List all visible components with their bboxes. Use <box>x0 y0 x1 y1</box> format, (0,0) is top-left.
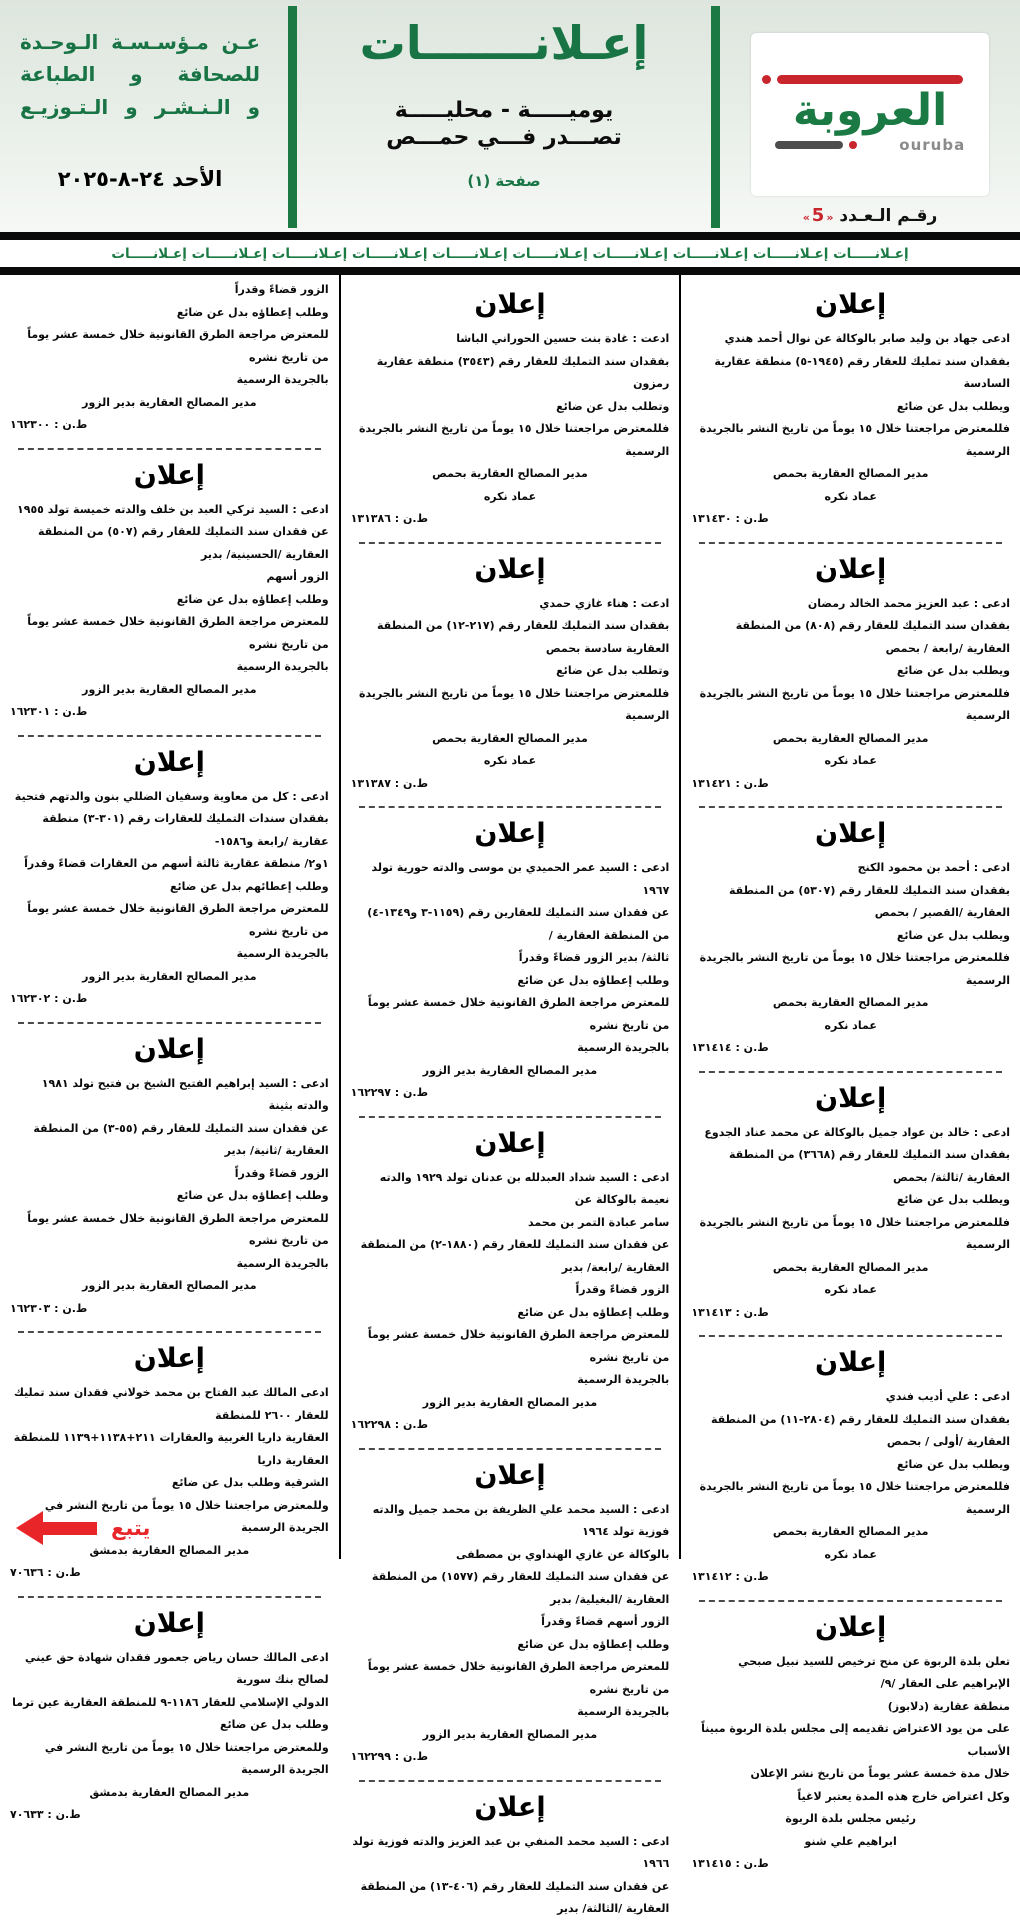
ad-line: وللمعترض مراجعتنا خلال ١٥ يوماً من تاريخ النشر في الجريدة الرسمية <box>44 1740 329 1776</box>
ad-ref-number: ط.ن : ١٣١٣٨٦ <box>350 512 429 525</box>
ad-line: بالوكالة عن غازي الهنداوي بن مصطفى <box>455 1547 670 1561</box>
ad-line: فللمعترض مراجعتنا خلال ١٥ يوماً من تاريخ النشر بالجريدة الرسمية <box>699 422 1010 458</box>
issue-number: 5 <box>811 205 825 226</box>
ad-line: ويطلب بدل عن ضائع <box>896 1457 1010 1471</box>
ad-line: ادعى : السيد محمد المنفي بن عبد العزيز والدته فوزية تولد ١٩٦٦ <box>352 1834 670 1870</box>
ad-line: منطقة عقارية (دلابوز) <box>887 1699 1010 1713</box>
ad-ref-number: ط.ن : ١٦٢٣٠١ <box>9 705 88 718</box>
ad-line: ادعى : السيد تركي العبد بن خلف والدته خميسة تولد ١٩٥٥ <box>17 502 329 516</box>
ad-line: بالجريدة الرسمية <box>577 1705 670 1718</box>
classified-ad <box>10 1343 329 1585</box>
ad-title: إعلان <box>474 553 546 585</box>
ad-line: عماد نكره <box>483 489 537 503</box>
ad-line: عماد نكره <box>824 754 877 767</box>
ad-separator <box>18 1022 321 1024</box>
ad-line: مدير المصالح العقارية بدير الزور <box>82 682 257 696</box>
ad-line: مدير المصالح العقارية بحمص <box>772 1525 929 1538</box>
ad-title: إعلان <box>474 289 546 320</box>
issue-label: رقـم الـعـدد <box>839 206 938 226</box>
ad-ref-number: ط.ن : ١٣١٤٢١ <box>691 776 769 790</box>
classified-ad <box>691 554 1010 796</box>
ad-column-left <box>0 275 339 1821</box>
ad-line: للمعترض مراجعة الطرق القانونية خلال خمسة عشر يوماً من تاريخ نشره <box>27 902 329 938</box>
ad-line: ادعى : كل من معاوية وسفيان الضللي بنون والدتهم فتحية <box>14 789 329 803</box>
ad-line: ادعى المالك عبد الفتاح بن محمد خولاني فقدان سند تمليك للعقار ٢٦٠٠ للمنطقة <box>13 1386 329 1422</box>
classified-ad <box>10 460 329 724</box>
ad-line: وتطلب بدل عن ضائع <box>556 664 670 677</box>
ad-line: الدولي الإسلامي للعقار ١١٨٦-٩ للمنطقة العقارية عين ترما <box>12 1695 329 1709</box>
columns <box>0 275 1020 1915</box>
header-title-section <box>297 0 711 232</box>
ad-line: فللمعترض مراجعتنا خلال ١٥ يوماً من تاريخ النشر بالجريدة الرسمية <box>699 1215 1010 1251</box>
foundation-line: للصحافة و الطباعة <box>20 62 260 87</box>
ad-line: ادعى : عبد العزيز محمد الخالد رمضان <box>807 596 1010 610</box>
ad-line: ادعى : السيد محمد علي الظريفة بن محمد جميل والدته فوزية تولد ١٩٦٤ <box>372 1502 670 1538</box>
subtitle-city: تصـــدر فـــي حمـــص <box>386 125 622 150</box>
ad-line: ثالثة/ بدير الزور قضاءً وقدراً <box>518 951 670 964</box>
ad-ref-number: ط.ن : ١٣١٤٣٠ <box>691 512 769 525</box>
ad-title: إعلان <box>133 1033 205 1065</box>
ad-line: الشرقية وطلب بدل عن ضائع <box>171 1476 329 1489</box>
ad-separator <box>359 542 662 544</box>
ad-line: ١و٢/ منطقة عقارية ثالثة أسهم من العقارات قضاءً وقدراً <box>24 857 329 870</box>
ad-ref-number: ط.ن : ١٣١٣٨٧ <box>350 776 429 790</box>
classified-ad <box>351 1460 670 1769</box>
header-foundation-section <box>0 0 288 232</box>
issue-date: الأحد ٢٤-٨-٢٠٢٥ <box>57 167 223 192</box>
ad-line: مدير المصالح العقارية بدير الزور <box>422 1727 598 1741</box>
ad-separator <box>699 542 1002 544</box>
ad-line: الزور قضاءً وقدراً <box>575 1283 670 1296</box>
logo-dark-bar-icon <box>775 141 844 149</box>
ad-line: عن فقدان سند التمليك للعقار رقم (٥٠٧) من المنطقة العقارية /الحسينية/ بدير <box>37 525 329 561</box>
ad-line: مدير المصالح العقارية بحمص <box>432 467 588 480</box>
ad-title: إعلان <box>474 1127 546 1159</box>
ad-line: العقارية داريا الغربية والعقارات ٢١١+١١٣٨+١١٣٩ للمنطقة العقارية داريا <box>13 1431 329 1467</box>
ad-line: وطلب إعطاؤه بدل عن ضائع <box>517 973 670 987</box>
ad-line: مدير المصالح العقارية بدير الزور <box>422 1395 598 1409</box>
classified-ad <box>351 818 670 1105</box>
ad-line: بالجريدة الرسمية <box>236 1256 329 1270</box>
logo-bottom-row <box>775 136 965 154</box>
ad-line: مدير المصالح العقارية بدير الزور <box>82 969 257 983</box>
ad-line: مدير المصالح العقارية بدمشق <box>89 1785 250 1799</box>
ad-line: مدير المصالح العقارية بحمص <box>772 731 929 745</box>
ad-ref-number: ط.ن : ١٣١٤١٤ <box>691 1041 769 1054</box>
ad-line: الزور قضاءً وقدراً <box>234 283 329 296</box>
ad-line: بفقدان سند التمليك للعقار رقم (٨٠٨) من المنطقة العقارية /رابعة / بحمص <box>735 619 1010 655</box>
ad-separator <box>359 1780 662 1782</box>
ad-line: مدير المصالح العقارية بدمشق <box>89 1543 250 1557</box>
ad-separator <box>18 1331 321 1333</box>
ad-line: ادعى جهاد بن وليد صابر بالوكالة عن نوال أحمد هندي <box>724 332 1010 345</box>
ad-line: ادعى : خالد بن عواد جميل بالوكالة عن محمد عناد الجدوع <box>704 1125 1010 1139</box>
ad-title: إعلان <box>815 1082 887 1114</box>
ad-title: إعلان <box>815 289 887 320</box>
ad-line: للمعترض مراجعة الطرق القانونية خلال خمسة عشر يوماً من تاريخ نشره <box>27 1211 329 1247</box>
ad-column-middle <box>341 275 680 1915</box>
ad-title: إعلان <box>133 1607 205 1639</box>
foundation-line: عـن مـؤسـسـة الـوحـدة <box>20 30 260 54</box>
header-green-divider <box>711 6 720 228</box>
ad-separator <box>359 806 662 808</box>
ad-line: ادعى : السيد إبراهيم الفتيح الشيخ بن فتيح تولد ١٩٨١ والدته بثينة <box>41 1076 329 1112</box>
ad-line: عن فقدان سند التمليك للعقار رقم (٤٠٦-١٣) من المنطقة العقارية /الثالثة/ بدير <box>360 1879 670 1915</box>
ad-line: مدير المصالح العقارية بدير الزور <box>82 1279 257 1292</box>
ad-ref-number: ط.ن : ١٦٢٣٠٣ <box>9 1301 88 1315</box>
ad-ref-number: ط.ن : ١٦٢٢٩٨ <box>350 1418 429 1431</box>
ad-line: فللمعترض مراجعتنا خلال ١٥ يوماً من تاريخ النشر بالجريدة الرسمية <box>699 1480 1010 1516</box>
ad-line: رئيس مجلس بلدة الربوة <box>785 1812 916 1825</box>
ad-line: للمعترض مراجعة الطرق القانونية خلال خمسة عشر يوماً من تاريخ نشره <box>367 1328 670 1364</box>
ad-line: ويطلب بدل عن ضائع <box>896 928 1010 942</box>
ad-line: وطلب إعطاؤه بدل عن ضائع <box>176 305 329 319</box>
classified-ad <box>10 1034 329 1321</box>
ad-line: ادعت : هناء غازي حمدي <box>539 596 670 610</box>
ad-line: عماد نكره <box>483 754 537 767</box>
page-title: إعـلانـــــــات <box>359 16 649 70</box>
ad-line: ادعى : السيد شداد العبدلله بن عدنان تولد ١٩٢٩ والدته نعيمة بالوكالة عن <box>379 1170 670 1206</box>
header-green-divider <box>288 6 297 228</box>
ad-ref-number: ط.ن : ٧٠٦٣٦ <box>9 1566 81 1579</box>
issue-open-mark: « <box>826 211 834 224</box>
ad-line: بفقدان سند التمليك للعقار رقم (٣٦٦٨) من المنطقة العقارية /ثالثة/ بحمص <box>728 1148 1010 1184</box>
ad-line: الزور أسهم <box>266 570 329 583</box>
ad-line: فللمعترض مراجعتنا خلال ١٥ يوماً من تاريخ النشر بالجريدة الرسمية <box>358 686 670 722</box>
logo-latin-wordmark: ouruba <box>899 136 966 155</box>
ad-line: تعلن بلدة الربوة عن منح ترخيص للسيد نبيل صبحي الإبراهيم على العقار /٩/ <box>738 1654 1010 1690</box>
ad-line: بفقدان سند التمليك للعقار رقم (٣٥٤٣) منطقة عقارية رمزون <box>376 354 670 390</box>
ouruba-logo <box>751 33 989 196</box>
ad-line: ابراهيم علي شنو <box>804 1834 897 1848</box>
ad-ref-number: ط.ن : ١٦٢٢٩٧ <box>350 1086 429 1099</box>
ad-line: بفقدان سند التمليك للعقار رقم (٢٨٠٤-١١) من المنطقة العقارية /أولى / بحمص <box>710 1412 1010 1448</box>
logo-red-bar-icon <box>777 75 963 84</box>
classified-ad <box>351 554 670 796</box>
classified-ad <box>10 279 329 437</box>
banner-strip: إعـلانـــــات إعـلانـــــات إعـلانـــــات إعـلانـــــات إعـلانـــــات إعـلانـــــات إعـلانـــــات إعـلانـــــات إعـلانـــــات إعـلانـــــات <box>0 240 1020 267</box>
classified-ad <box>10 1608 329 1827</box>
ad-line: وطلب إعطاؤه بدل عن ضائع <box>176 592 329 606</box>
ad-separator <box>699 1071 1002 1073</box>
ad-ref-number: ط.ن : ٧٠٦٣٣ <box>9 1808 81 1821</box>
ad-title: إعلان <box>474 1459 546 1491</box>
left-arrow-icon <box>16 1511 97 1545</box>
page-number-label: صفحة (١) <box>467 172 541 190</box>
classified-ad <box>691 818 1010 1060</box>
ad-line: ادعى المالك حسان رياض جعمور فقدان شهادة حق عيني لصالح بنك سورية <box>24 1650 329 1686</box>
ad-line: مدير المصالح العقارية بحمص <box>772 996 929 1009</box>
ad-line: وطلب إعطاؤه بدل عن ضائع <box>176 1189 329 1202</box>
ad-separator <box>699 1600 1002 1602</box>
ad-line: بفقدان سند التمليك للعقار رقم (٢١٧-١٢) من المنطقة العقارية سادسة بحمص <box>377 619 670 655</box>
ad-separator <box>359 1448 662 1450</box>
subtitle-frequency: يوميـــــة - محليـــــة <box>394 98 614 123</box>
ad-line: مدير المصالح العقارية بدير الزور <box>82 395 257 409</box>
ad-line: بالجريدة الرسمية <box>577 1373 670 1386</box>
ad-line: بفقدان سند تمليك للعقار رقم (١٩٤٥-٥) منطقة عقارية السادسة <box>714 354 1010 390</box>
ad-separator <box>18 735 321 737</box>
ad-line: بالجريدة الرسمية <box>236 660 329 673</box>
ad-line: وطلب إعطاؤه بدل عن ضائع <box>517 1305 670 1319</box>
ad-separator <box>699 1335 1002 1337</box>
ad-ref-number: ط.ن : ١٦٢٣٠٠ <box>9 418 88 431</box>
top-black-rule <box>0 232 1020 240</box>
ad-line: خلال مدة خمسة عشر يوماً من تاريخ نشر الإعلان <box>750 1767 1010 1780</box>
ad-line: عماد نكره <box>824 1283 877 1296</box>
ad-separator <box>18 448 321 450</box>
column-divider <box>339 275 341 1559</box>
ad-line: بفقدان سندات التمليك للعقارات رقم (٣٠١-٣) منطقة عقارية /رابعة و١٥٨٦- <box>42 812 329 848</box>
ad-title: إعلان <box>815 553 887 585</box>
ad-title: إعلان <box>133 1343 205 1374</box>
ad-line: ويطلب بدل عن ضائع <box>896 664 1010 677</box>
ad-line: بالجريدة الرسمية <box>577 1041 670 1054</box>
ad-line: للمعترض مراجعة الطرق القانونية خلال خمسة عشر يوماً من تاريخ نشره <box>27 615 329 651</box>
ad-line: عن فقدان سند التمليك للعقار رقم (٥٥-٣) من المنطقة العقارية /ثانية/ بدير <box>33 1121 329 1157</box>
ad-line: وطلب إعطاؤه بدل عن ضائع <box>517 1637 670 1651</box>
ad-line: ويطلب بدل عن ضائع <box>896 399 1010 413</box>
ad-line: بفقدان سند التمليك للعقار رقم (٥٣٠٧) من المنطقة العقارية /القصير / بحمص <box>728 883 1010 919</box>
ad-line: ويطلب بدل عن ضائع <box>896 1193 1010 1206</box>
classified-ad <box>691 1612 1010 1876</box>
ad-line: للمعترض مراجعة الطرق القانونية خلال خمسة عشر يوماً من تاريخ نشره <box>27 328 329 364</box>
column-divider <box>679 275 681 1559</box>
ad-line: عماد نكره <box>824 1547 877 1561</box>
ad-title: إعلان <box>133 459 205 491</box>
ad-line: بالجريدة الرسمية <box>236 373 329 386</box>
classified-ad <box>691 1347 1010 1589</box>
classified-ad <box>10 747 329 1011</box>
ad-line: وللمعترض مراجعتنا خلال ١٥ يوماً من تاريخ النشر في الجريدة الرسمية <box>44 1498 329 1534</box>
ad-title: إعلان <box>474 818 546 849</box>
ad-line: الزور أسهم قضاءً وقدراً <box>541 1615 670 1628</box>
ad-ref-number: ط.ن : ١٣١٤١٣ <box>691 1305 769 1319</box>
ad-line: مدير المصالح العقارية بحمص <box>772 1260 929 1274</box>
ad-line: ادعت : غادة بنت حسين الحوراني الباشا <box>456 332 670 345</box>
ad-line: وطلب بدل عن ضائع <box>219 1718 329 1731</box>
ad-line: عماد نكره <box>824 489 877 503</box>
issue-close-mark: » <box>802 211 810 224</box>
ad-line: مدير المصالح العقارية بدير الزور <box>422 1063 598 1077</box>
ad-line: وكل اعتراض خارج هذه المدة يعتبر لاغياً <box>797 1789 1010 1803</box>
ad-separator <box>699 806 1002 808</box>
ad-separator <box>18 1596 321 1598</box>
ad-ref-number: ط.ن : ١٣١٤١٢ <box>691 1570 769 1583</box>
ad-line: عن فقدان سند التمليك للعقار رقم (١٨٨٠-٢) من المنطقة العقارية /رابعة/ بدير <box>360 1238 670 1274</box>
ad-title: إعلان <box>815 1611 887 1643</box>
ad-line: عماد نكره <box>824 1018 877 1032</box>
issue-number-line <box>803 205 938 226</box>
ad-line: مدير المصالح العقارية بحمص <box>432 731 588 745</box>
ad-line: فللمعترض مراجعتنا خلال ١٥ يوماً من تاريخ النشر بالجريدة الرسمية <box>699 686 1010 722</box>
ad-line: ادعى : علي أديب فندي <box>885 1390 1010 1403</box>
classified-ad <box>691 289 1010 531</box>
ad-title: إعلان <box>133 746 205 778</box>
ad-separator <box>359 1116 662 1118</box>
ad-line: بالجريدة الرسمية <box>236 947 329 960</box>
ad-line: سامر عبادة التمر بن محمد <box>528 1215 670 1229</box>
ad-line: على من يود الاعتراض تقديمه إلى مجلس بلدة الربوة مبيناً الأسباب <box>701 1722 1010 1758</box>
ad-title: إعلان <box>815 1347 887 1378</box>
continued-label: يتبع <box>111 1516 151 1540</box>
classified-ad <box>351 1792 670 1921</box>
classified-ad <box>691 1083 1010 1325</box>
classified-ad <box>351 289 670 531</box>
ad-line: وطلب إعطائهم بدل عن ضائع <box>170 879 329 893</box>
ad-column-right <box>681 275 1020 1870</box>
ad-title: إعلان <box>474 1791 546 1823</box>
ad-line: الزور قضاءً وقدراً <box>234 1166 329 1180</box>
ad-line: عن فقدان سند التمليك للعقارين رقم (١١٥٩-٣ و١٣٤٩-٤) من المنطقة العقارية / <box>367 906 670 942</box>
bottom-black-rule <box>0 267 1020 275</box>
page-header <box>0 0 1020 232</box>
ad-line: ادعى : السيد عمر الحميدي بن موسى والدته حورية تولد ١٩٦٧ <box>371 861 670 897</box>
classified-ad <box>351 1128 670 1437</box>
ad-ref-number: ط.ن : ١٦٢٢٩٩ <box>350 1750 429 1763</box>
ad-line: مدير المصالح العقارية بحمص <box>772 467 929 480</box>
continued-marker <box>16 1511 150 1545</box>
ad-title: إعلان <box>815 818 887 849</box>
logo-arabic-wordmark: العروبة <box>792 84 948 136</box>
logo-red-dot-icon <box>849 141 857 149</box>
header-logo-section <box>720 0 1020 232</box>
ad-line: وتطلب بدل عن ضائع <box>556 399 670 413</box>
ad-ref-number: ط.ن : ١٣١٤١٥ <box>691 1857 769 1870</box>
ad-line: عن فقدان سند التمليك للعقار رقم (١٥٧٧) من المنطقة العقارية /البغيلية/ بدير <box>371 1570 670 1606</box>
ad-line: للمعترض مراجعة الطرق القانونية خلال خمسة عشر يوماً من تاريخ نشره <box>367 1660 670 1696</box>
ad-ref-number: ط.ن : ١٦٢٣٠٢ <box>9 992 88 1005</box>
ad-line: للمعترض مراجعة الطرق القانونية خلال خمسة عشر يوماً من تاريخ نشره <box>367 996 670 1032</box>
ad-line: فللمعترض مراجعتنا خلال ١٥ يوماً من تاريخ النشر بالجريدة الرسمية <box>699 951 1010 987</box>
foundation-line: و الـنـشـر و الـتـوزيـع <box>20 94 260 119</box>
ad-line: ادعى : أحمد بن محمود الكنج <box>857 861 1010 874</box>
ad-line: فللمعترض مراجعتنا خلال ١٥ يوماً من تاريخ النشر بالجريدة الرسمية <box>358 422 670 458</box>
